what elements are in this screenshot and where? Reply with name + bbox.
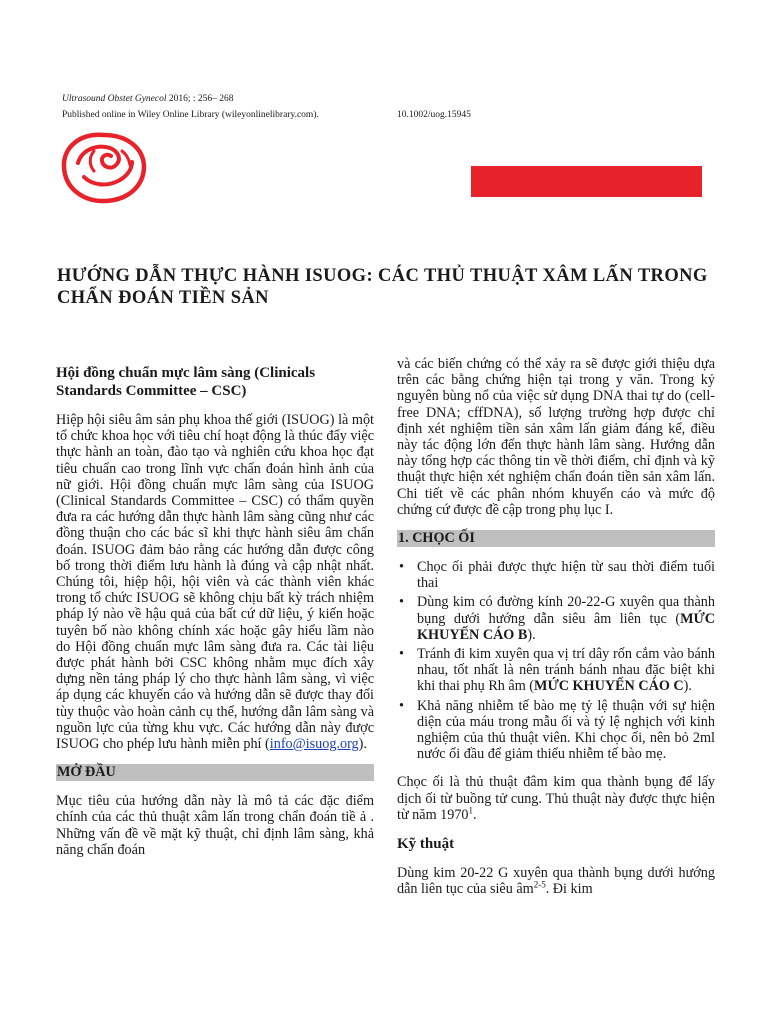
section-heading-amniocentesis: 1. CHỌC ỐI: [397, 530, 715, 547]
committee-heading: Hội đồng chuẩn mực lâm sàng (Clinicals Standards Committee – CSC): [56, 365, 316, 399]
citation-ref: 2-5: [533, 879, 546, 890]
journal-doi: 10.1002/uog.15945: [397, 110, 471, 120]
technique-heading: Kỹ thuật: [397, 836, 455, 853]
isuog-logo-icon: [56, 129, 152, 207]
citation-ref: 1: [468, 805, 474, 816]
technique-paragraph: Dùng kim 20-22 G xuyên qua thành bụng dưới hướng dẫn liên tục của siêu $âm^{2-5}$. Đi kim: [397, 865, 715, 898]
left-column: [56, 364, 374, 870]
recommendation-list: [397, 559, 715, 762]
section-heading-intro: MỞ ĐẦU: [56, 764, 374, 781]
recommendation-level: MỨC KHUYẾN CÁO C: [534, 678, 684, 695]
journal-published-line: Published online in Wiley Online Library (wileyonlinelibrary.com).: [62, 110, 319, 120]
list-item: • Chọc ối phải được thực hiện từ sau thời điểm tuổi thai: [417, 559, 715, 591]
amniocentesis-paragraph: Chọc ối là thủ thuật đâm kim qua thành bụng để lấy dịch ối từ buồng tử cung. Thủ thuật này được thực hiện từ năm 1970$^1$.: [397, 774, 715, 823]
journal-citation: [62, 91, 319, 107]
list-item: • Tránh đi kim xuyên qua vị trí dây rốn cắm vào bánh nhau, tốt nhất là nên tránh bánh nhau đặc biệt khi khi thai phụ Rh âm (MỨC KHUYẾN CÁO C).: [417, 646, 715, 695]
recommendation-level: MỨC KHUYẾN CÁO B: [417, 610, 715, 643]
intro-paragraph: Mục tiêu của hướng dẫn này là mô tả các đặc điểm chính của các thủ thuật xâm lấn trong chẩn đoán tiề ả . Những vấn đề về mặt kỹ thuật, chỉ định lâm sàng, khả năng chẩn đoán: [56, 793, 374, 858]
right-column: [397, 356, 715, 909]
article-title: HƯỚNG DẪN THỰC HÀNH ISUOG: CÁC THỦ THUẬT XÂM LẤN TRONG CHẨN ĐOÁN TIỀN SẢN: [57, 266, 708, 308]
list-item: • Khả năng nhiễm tế bào mẹ tỷ lệ thuận với sự hiện diện của máu trong mẫu ối và tỷ lệ nghịch với kinh nghiệm của thủ thuật viên. Khi chọc ối, nên bỏ 2ml nước ối đầu để giảm thiểu nhiễm tế bào mẹ.: [417, 698, 715, 763]
intro-continued-paragraph: và các biến chứng có thể xảy ra sẽ được giới thiệu dựa trên các bằng chứng hiện tại trong y văn. Trong kỷ nguyên bùng nổ của việc sử dụng DNA thai tự do (cell-free DNA; cffDNA), số lượng trường hợp được chỉ định xét nghiệm tiền sản xâm lấn giảm đáng kể, điều này tác động lớn đến thực hành lâm sàng. Hướng dẫn này tổng hợp các thông tin về thời điểm, chỉ định và kỹ thuật thực hiện xét nghiệm chẩn đoán tiền sản xâm lấn. Chi tiết về các phân nhóm khuyến cáo và mức độ chứng cứ được đề cập trong phụ lục I.: [397, 356, 715, 518]
journal-year-pages: 2016; : 256– 268: [168, 94, 234, 104]
committee-text-end: ).: [358, 736, 367, 753]
committee-paragraph: [56, 412, 374, 752]
committee-text: Hiệp hội siêu âm sản phụ khoa thế giới (ISUOG) là một tổ chức khoa học với tiêu chí hoạt động là thúc đẩy việc thực hành an toàn, đào tạo và nghiên cứu khoa học đạt tiêu chuẩn cao trong lĩnh vực chẩn đoán hình ảnh của nữ giới. Hội đồng chuẩn mực lâm sàng của ISUOG (Clinical Standards Committee – CSC) có thẩm quyền đưa ra các hướng dẫn thực hành lâm sàng cũng như các đồng thuận cho các bác sĩ khi thực hành siêu âm chẩn đoán. ISUOG đảm bảo rằng các hướng dẫn được công bố trong thời điểm lưu hành là đúng và cập nhật nhất. Chúng tôi, hiệp hội, hội viên và các thành viên khác trong tổ chức ISUOG sẽ không chịu bất kỳ trách nhiệm pháp lý nào về hậu quả của bất cứ dữ liệu, ý kiến hoặc tuyên bố nào không chính xác hoặc gây hiểu lầm nào do Hội đồng chuẩn mực lâm sàng đưa ra. Các tài liệu được phát hành bởi CSC không nhằm mục đích xây dựng nền tảng pháp lý cho thực hành lâm sàng, vì việc áp dụng các khuyến cáo và hướng dẫn sẽ được thay đổi tùy thuộc vào hoàn cảnh cụ thể, hướng dẫn lâm sàng và nguồn lực của từng khu vực. Các hướng dẫn này được ISUOG cho phép lưu hành miễn phí (: [56, 412, 374, 753]
email-link[interactable]: info@isuog.org: [269, 736, 359, 753]
list-item: • Dùng kim có đường kính 20-22-G xuyên qua thành bụng dưới hướng dẫn siêu âm liên tục (MỨC KHUYẾN CÁO B).: [417, 594, 715, 643]
journal-brand-bar: [471, 166, 702, 197]
journal-header: [62, 91, 471, 123]
journal-name: Ultrasound Obstet Gynecol: [62, 94, 167, 104]
